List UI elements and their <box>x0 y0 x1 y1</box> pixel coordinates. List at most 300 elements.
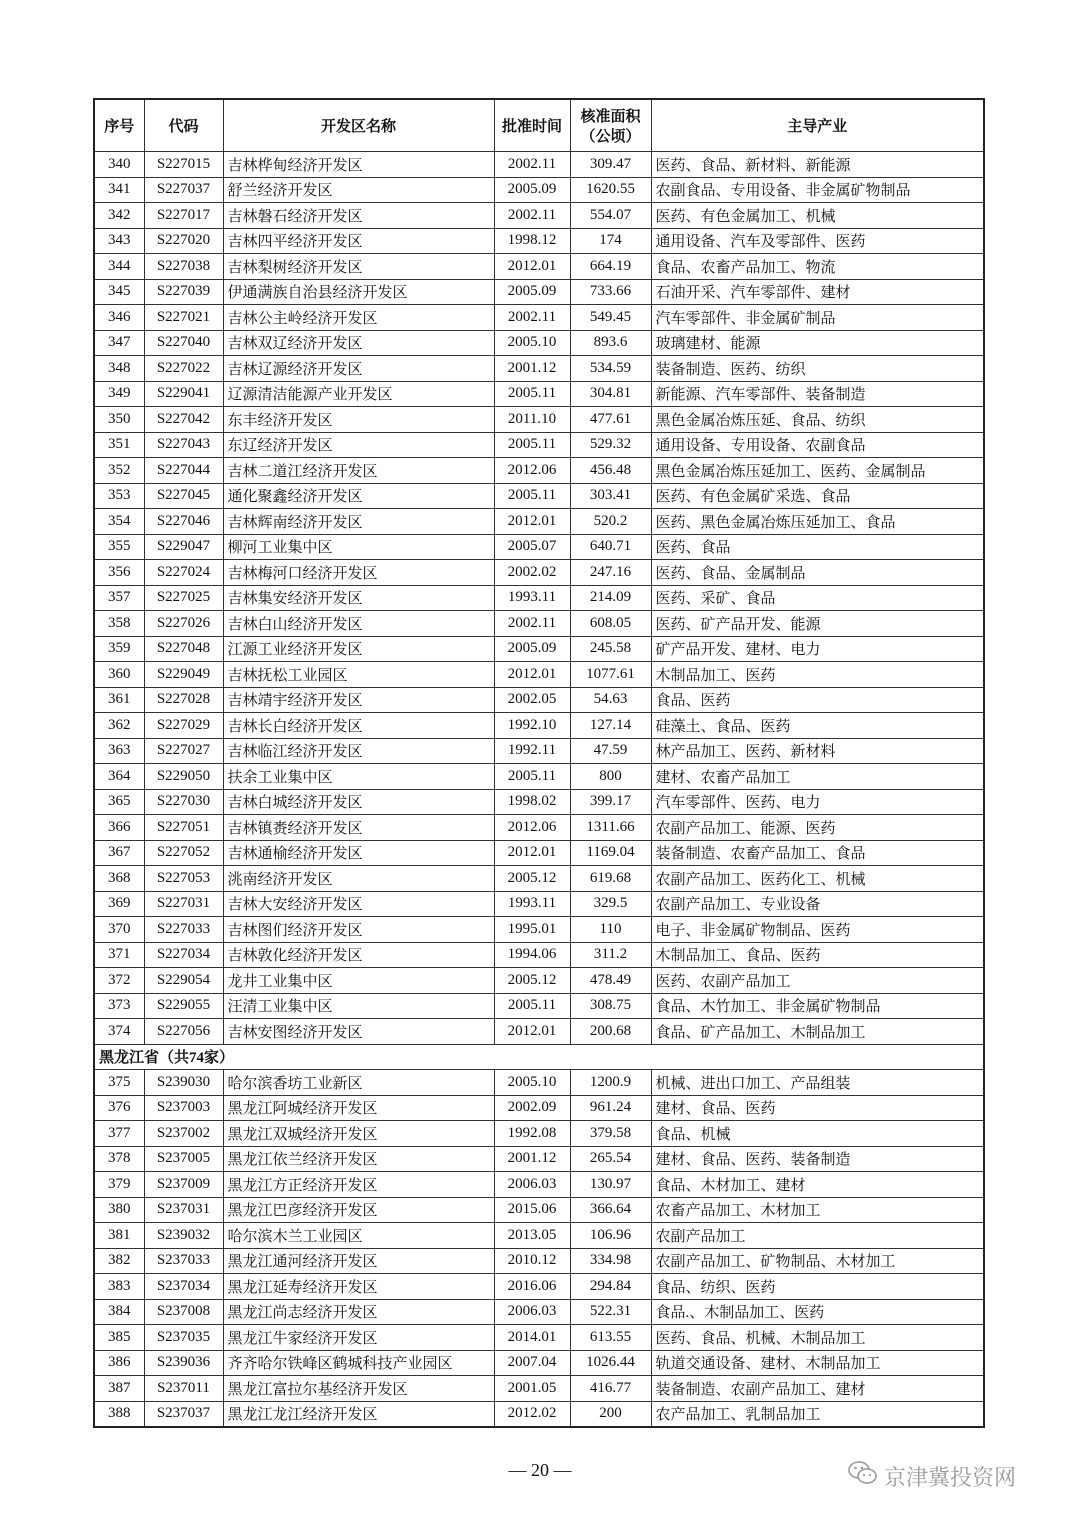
row-code: S227051 <box>144 815 223 841</box>
row-area: 1620.55 <box>570 177 651 203</box>
row-index: 380 <box>94 1197 144 1223</box>
row-industry: 食品、木竹加工、非金属矿物制品 <box>651 993 984 1019</box>
row-approval-date: 2002.11 <box>494 305 570 331</box>
row-zone-name: 东辽经济开发区 <box>223 432 494 458</box>
row-area: 477.61 <box>570 407 651 433</box>
row-zone-name: 辽源清洁能源产业开发区 <box>223 381 494 407</box>
row-approval-date: 1992.11 <box>494 738 570 764</box>
row-zone-name: 扶余工业集中区 <box>223 764 494 790</box>
table-row <box>94 713 984 739</box>
table-row <box>94 1350 984 1376</box>
row-zone-name: 黑龙江通河经济开发区 <box>223 1248 494 1274</box>
row-area: 174 <box>570 228 651 254</box>
row-approval-date: 2005.11 <box>494 381 570 407</box>
row-industry: 建材、食品、医药 <box>651 1095 984 1121</box>
table-row <box>94 738 984 764</box>
row-zone-name: 黑龙江富拉尔基经济开发区 <box>223 1376 494 1402</box>
row-area: 1311.66 <box>570 815 651 841</box>
row-approval-date: 1998.02 <box>494 789 570 815</box>
row-industry: 农副食品、专用设备、非金属矿物制品 <box>651 177 984 203</box>
table-row <box>94 1121 984 1147</box>
row-area: 379.58 <box>570 1121 651 1147</box>
row-index: 355 <box>94 534 144 560</box>
table-row <box>94 381 984 407</box>
row-industry: 电子、非金属矿物制品、医药 <box>651 917 984 943</box>
row-zone-name: 通化聚鑫经济开发区 <box>223 483 494 509</box>
row-index: 351 <box>94 432 144 458</box>
row-industry: 农副产品加工、矿物制品、木材加工 <box>651 1248 984 1274</box>
row-area: 1077.61 <box>570 662 651 688</box>
row-area: 800 <box>570 764 651 790</box>
table-row <box>94 152 984 178</box>
row-industry: 医药、食品、新材料、新能源 <box>651 152 984 178</box>
row-index: 360 <box>94 662 144 688</box>
row-code: S227015 <box>144 152 223 178</box>
row-industry: 木制品加工、食品、医药 <box>651 942 984 968</box>
row-zone-name: 伊通满族自治县经济开发区 <box>223 279 494 305</box>
row-industry: 医药、农副产品加工 <box>651 968 984 994</box>
row-zone-name: 齐齐哈尔铁峰区鹤城科技产业园区 <box>223 1350 494 1376</box>
row-area: 961.24 <box>570 1095 651 1121</box>
row-approval-date: 2005.09 <box>494 279 570 305</box>
row-area: 265.54 <box>570 1146 651 1172</box>
row-industry: 食品、纺织、医药 <box>651 1274 984 1300</box>
row-area: 733.66 <box>570 279 651 305</box>
row-code: S239036 <box>144 1350 223 1376</box>
row-index: 343 <box>94 228 144 254</box>
row-approval-date: 1993.11 <box>494 891 570 917</box>
province-label: 黑龙江省（共74家） <box>94 1044 984 1070</box>
row-index: 365 <box>94 789 144 815</box>
row-approval-date: 2002.09 <box>494 1095 570 1121</box>
table-row <box>94 1019 984 1045</box>
row-approval-date: 2012.01 <box>494 254 570 280</box>
row-index: 381 <box>94 1223 144 1249</box>
row-approval-date: 2005.11 <box>494 432 570 458</box>
row-code: S227028 <box>144 687 223 713</box>
row-code: S227037 <box>144 177 223 203</box>
table-row <box>94 228 984 254</box>
page-number: — 20 — <box>508 1460 572 1480</box>
row-area: 554.07 <box>570 203 651 229</box>
row-area: 294.84 <box>570 1274 651 1300</box>
row-industry: 医药、食品 <box>651 534 984 560</box>
row-index: 341 <box>94 177 144 203</box>
row-code: S227017 <box>144 203 223 229</box>
table-row <box>94 636 984 662</box>
row-code: S229050 <box>144 764 223 790</box>
row-code: S239030 <box>144 1070 223 1096</box>
row-code: S227046 <box>144 509 223 535</box>
row-industry: 机械、进出口加工、产品组装 <box>651 1070 984 1096</box>
table-row <box>94 330 984 356</box>
row-code: S227056 <box>144 1019 223 1045</box>
row-code: S237035 <box>144 1325 223 1351</box>
row-area: 619.68 <box>570 866 651 892</box>
row-approval-date: 2015.06 <box>494 1197 570 1223</box>
row-approval-date: 1998.12 <box>494 228 570 254</box>
row-area: 309.47 <box>570 152 651 178</box>
row-industry: 通用设备、汽车及零部件、医药 <box>651 228 984 254</box>
row-code: S227022 <box>144 356 223 382</box>
row-industry: 装备制造、农畜产品加工、食品 <box>651 840 984 866</box>
row-area: 608.05 <box>570 611 651 637</box>
row-area: 893.6 <box>570 330 651 356</box>
row-index: 347 <box>94 330 144 356</box>
row-area: 456.48 <box>570 458 651 484</box>
row-area: 520.2 <box>570 509 651 535</box>
row-industry: 医药、采矿、食品 <box>651 585 984 611</box>
table-row <box>94 764 984 790</box>
row-code: S227052 <box>144 840 223 866</box>
table-row <box>94 254 984 280</box>
row-index: 375 <box>94 1070 144 1096</box>
row-industry: 汽车零部件、医药、电力 <box>651 789 984 815</box>
table-row <box>94 1299 984 1325</box>
row-code: S229041 <box>144 381 223 407</box>
row-zone-name: 吉林安图经济开发区 <box>223 1019 494 1045</box>
row-index: 388 <box>94 1401 144 1427</box>
row-code: S237008 <box>144 1299 223 1325</box>
row-index: 369 <box>94 891 144 917</box>
row-index: 361 <box>94 687 144 713</box>
table-row <box>94 687 984 713</box>
row-zone-name: 黑龙江延寿经济开发区 <box>223 1274 494 1300</box>
table-row <box>94 203 984 229</box>
table-row <box>94 1172 984 1198</box>
table-row <box>94 968 984 994</box>
table-row <box>94 866 984 892</box>
table-row <box>94 534 984 560</box>
row-approval-date: 2012.01 <box>494 662 570 688</box>
header-area <box>570 99 651 152</box>
row-approval-date: 2005.07 <box>494 534 570 560</box>
row-area: 664.19 <box>570 254 651 280</box>
row-area: 534.59 <box>570 356 651 382</box>
row-zone-name: 洮南经济开发区 <box>223 866 494 892</box>
row-index: 362 <box>94 713 144 739</box>
table-row <box>94 458 984 484</box>
row-zone-name: 江源工业经济开发区 <box>223 636 494 662</box>
row-index: 364 <box>94 764 144 790</box>
row-approval-date: 1992.08 <box>494 1121 570 1147</box>
row-zone-name: 吉林磐石经济开发区 <box>223 203 494 229</box>
row-index: 353 <box>94 483 144 509</box>
row-industry: 医药、矿产品开发、能源 <box>651 611 984 637</box>
table-row <box>94 305 984 331</box>
row-approval-date: 2005.10 <box>494 1070 570 1096</box>
row-area: 247.16 <box>570 560 651 586</box>
row-code: S227030 <box>144 789 223 815</box>
row-area: 640.71 <box>570 534 651 560</box>
row-area: 522.31 <box>570 1299 651 1325</box>
row-approval-date: 2010.12 <box>494 1248 570 1274</box>
row-approval-date: 2005.09 <box>494 636 570 662</box>
row-code: S227029 <box>144 713 223 739</box>
row-approval-date: 2001.12 <box>494 356 570 382</box>
table-row <box>94 942 984 968</box>
row-approval-date: 2012.06 <box>494 458 570 484</box>
row-zone-name: 哈尔滨香坊工业新区 <box>223 1070 494 1096</box>
header-approval-date: 批准时间 <box>494 99 570 152</box>
row-industry: 玻璃建材、能源 <box>651 330 984 356</box>
row-zone-name: 吉林长白经济开发区 <box>223 713 494 739</box>
table-row <box>94 1248 984 1274</box>
row-industry: 黑色金属冶炼压延加工、医药、金属制品 <box>651 458 984 484</box>
row-code: S237009 <box>144 1172 223 1198</box>
table-row <box>94 789 984 815</box>
row-approval-date: 2001.12 <box>494 1146 570 1172</box>
row-approval-date: 2005.11 <box>494 483 570 509</box>
header-code: 代码 <box>144 99 223 152</box>
row-zone-name: 吉林集安经济开发区 <box>223 585 494 611</box>
table-row <box>94 279 984 305</box>
row-approval-date: 2016.06 <box>494 1274 570 1300</box>
row-zone-name: 黑龙江尚志经济开发区 <box>223 1299 494 1325</box>
table-row <box>94 1401 984 1427</box>
table-row <box>94 662 984 688</box>
row-index: 357 <box>94 585 144 611</box>
table-row <box>94 993 984 1019</box>
row-index: 358 <box>94 611 144 637</box>
row-approval-date: 2005.11 <box>494 993 570 1019</box>
row-zone-name: 吉林图们经济开发区 <box>223 917 494 943</box>
row-zone-name: 吉林临江经济开发区 <box>223 738 494 764</box>
row-code: S227044 <box>144 458 223 484</box>
row-code: S237003 <box>144 1095 223 1121</box>
row-code: S227040 <box>144 330 223 356</box>
row-approval-date: 2002.05 <box>494 687 570 713</box>
row-industry: 木制品加工、医药 <box>651 662 984 688</box>
row-industry: 食品、木材加工、建材 <box>651 1172 984 1198</box>
row-index: 371 <box>94 942 144 968</box>
row-approval-date: 2012.01 <box>494 1019 570 1045</box>
table-row <box>94 356 984 382</box>
row-industry: 农副产品加工、医药化工、机械 <box>651 866 984 892</box>
row-area: 308.75 <box>570 993 651 1019</box>
row-index: 372 <box>94 968 144 994</box>
row-index: 368 <box>94 866 144 892</box>
header-index: 序号 <box>94 99 144 152</box>
row-index: 354 <box>94 509 144 535</box>
row-code: S227025 <box>144 585 223 611</box>
row-code: S237033 <box>144 1248 223 1274</box>
row-zone-name: 吉林辽源经济开发区 <box>223 356 494 382</box>
row-code: S229049 <box>144 662 223 688</box>
row-area: 110 <box>570 917 651 943</box>
row-zone-name: 吉林通榆经济开发区 <box>223 840 494 866</box>
row-approval-date: 2012.01 <box>494 509 570 535</box>
row-approval-date: 2002.11 <box>494 203 570 229</box>
province-row <box>94 1044 984 1070</box>
row-index: 359 <box>94 636 144 662</box>
row-industry: 装备制造、农副产品加工、建材 <box>651 1376 984 1402</box>
row-zone-name: 柳河工业集中区 <box>223 534 494 560</box>
table-header-row <box>94 99 984 152</box>
row-area: 1026.44 <box>570 1350 651 1376</box>
row-code: S237031 <box>144 1197 223 1223</box>
row-index: 383 <box>94 1274 144 1300</box>
row-approval-date: 2002.11 <box>494 611 570 637</box>
row-industry: 林产品加工、医药、新材料 <box>651 738 984 764</box>
table-row <box>94 1197 984 1223</box>
row-zone-name: 吉林辉南经济开发区 <box>223 509 494 535</box>
row-approval-date: 2005.12 <box>494 968 570 994</box>
row-index: 379 <box>94 1172 144 1198</box>
wechat-icon <box>848 1460 878 1492</box>
row-index: 387 <box>94 1376 144 1402</box>
row-approval-date: 2002.02 <box>494 560 570 586</box>
row-approval-date: 2006.03 <box>494 1299 570 1325</box>
row-index: 346 <box>94 305 144 331</box>
row-zone-name: 吉林白山经济开发区 <box>223 611 494 637</box>
row-industry: 食品、农畜产品加工、物流 <box>651 254 984 280</box>
row-code: S229047 <box>144 534 223 560</box>
row-code: S237011 <box>144 1376 223 1402</box>
row-zone-name: 黑龙江双城经济开发区 <box>223 1121 494 1147</box>
header-area-line1: 核准面积 <box>580 106 641 125</box>
table-row <box>94 1325 984 1351</box>
row-zone-name: 舒兰经济开发区 <box>223 177 494 203</box>
row-zone-name: 吉林梨树经济开发区 <box>223 254 494 280</box>
row-code: S227031 <box>144 891 223 917</box>
row-industry: 医药、有色金属加工、机械 <box>651 203 984 229</box>
row-zone-name: 黑龙江阿城经济开发区 <box>223 1095 494 1121</box>
row-area: 54.63 <box>570 687 651 713</box>
row-industry: 建材、农畜产品加工 <box>651 764 984 790</box>
row-index: 345 <box>94 279 144 305</box>
row-code: S227024 <box>144 560 223 586</box>
row-approval-date: 2005.09 <box>494 177 570 203</box>
row-zone-name: 黑龙江牛家经济开发区 <box>223 1325 494 1351</box>
row-index: 352 <box>94 458 144 484</box>
row-code: S237037 <box>144 1401 223 1427</box>
row-index: 356 <box>94 560 144 586</box>
row-industry: 食品、矿产品加工、木制品加工 <box>651 1019 984 1045</box>
row-industry: 农副产品加工、专业设备 <box>651 891 984 917</box>
row-approval-date: 2012.02 <box>494 1401 570 1427</box>
row-code: S227045 <box>144 483 223 509</box>
row-code: S227043 <box>144 432 223 458</box>
row-index: 377 <box>94 1121 144 1147</box>
row-industry: 食品、医药 <box>651 687 984 713</box>
row-index: 340 <box>94 152 144 178</box>
row-code: S227038 <box>144 254 223 280</box>
watermark <box>848 1460 1016 1492</box>
row-index: 367 <box>94 840 144 866</box>
row-zone-name: 黑龙江依兰经济开发区 <box>223 1146 494 1172</box>
row-index: 349 <box>94 381 144 407</box>
table-row <box>94 177 984 203</box>
row-industry: 黑色金属冶炼压延、食品、纺织 <box>651 407 984 433</box>
row-industry: 装备制造、医药、纺织 <box>651 356 984 382</box>
row-code: S227021 <box>144 305 223 331</box>
row-code: S237002 <box>144 1121 223 1147</box>
table-row <box>94 509 984 535</box>
row-approval-date: 1992.10 <box>494 713 570 739</box>
row-index: 382 <box>94 1248 144 1274</box>
row-code: S227039 <box>144 279 223 305</box>
row-index: 366 <box>94 815 144 841</box>
row-index: 386 <box>94 1350 144 1376</box>
row-area: 127.14 <box>570 713 651 739</box>
table-row <box>94 585 984 611</box>
row-index: 370 <box>94 917 144 943</box>
row-industry: 汽车零部件、非金属矿制品 <box>651 305 984 331</box>
row-approval-date: 2001.05 <box>494 1376 570 1402</box>
row-area: 106.96 <box>570 1223 651 1249</box>
table-row <box>94 407 984 433</box>
row-area: 399.17 <box>570 789 651 815</box>
row-zone-name: 哈尔滨木兰工业园区 <box>223 1223 494 1249</box>
row-industry: 医药、食品、金属制品 <box>651 560 984 586</box>
row-zone-name: 黑龙江龙江经济开发区 <box>223 1401 494 1427</box>
row-zone-name: 黑龙江方正经济开发区 <box>223 1172 494 1198</box>
table-row <box>94 560 984 586</box>
row-industry: 农副产品加工 <box>651 1223 984 1249</box>
row-zone-name: 汪清工业集中区 <box>223 993 494 1019</box>
table-row <box>94 1070 984 1096</box>
row-zone-name: 吉林抚松工业园区 <box>223 662 494 688</box>
row-code: S237005 <box>144 1146 223 1172</box>
row-approval-date: 2002.11 <box>494 152 570 178</box>
row-index: 376 <box>94 1095 144 1121</box>
row-approval-date: 2012.06 <box>494 815 570 841</box>
row-area: 1200.9 <box>570 1070 651 1096</box>
table-row <box>94 611 984 637</box>
row-industry: 建材、食品、医药、装备制造 <box>651 1146 984 1172</box>
row-approval-date: 2005.11 <box>494 764 570 790</box>
row-area: 613.55 <box>570 1325 651 1351</box>
row-approval-date: 2007.04 <box>494 1350 570 1376</box>
row-index: 348 <box>94 356 144 382</box>
row-area: 304.81 <box>570 381 651 407</box>
development-zone-table <box>93 98 985 1428</box>
row-zone-name: 龙井工业集中区 <box>223 968 494 994</box>
row-index: 373 <box>94 993 144 1019</box>
table-row <box>94 891 984 917</box>
row-code: S227053 <box>144 866 223 892</box>
row-code: S229054 <box>144 968 223 994</box>
row-approval-date: 1994.06 <box>494 942 570 968</box>
row-code: S227027 <box>144 738 223 764</box>
row-area: 200.68 <box>570 1019 651 1045</box>
row-index: 342 <box>94 203 144 229</box>
row-index: 384 <box>94 1299 144 1325</box>
row-approval-date: 2006.03 <box>494 1172 570 1198</box>
row-industry: 食品、机械 <box>651 1121 984 1147</box>
table-row <box>94 483 984 509</box>
row-approval-date: 2005.12 <box>494 866 570 892</box>
row-zone-name: 吉林四平经济开发区 <box>223 228 494 254</box>
row-industry: 矿产品开发、建材、电力 <box>651 636 984 662</box>
row-zone-name: 吉林敦化经济开发区 <box>223 942 494 968</box>
row-approval-date: 2014.01 <box>494 1325 570 1351</box>
table-row <box>94 1376 984 1402</box>
row-zone-name: 吉林靖宇经济开发区 <box>223 687 494 713</box>
row-area: 416.77 <box>570 1376 651 1402</box>
row-area: 130.97 <box>570 1172 651 1198</box>
row-index: 350 <box>94 407 144 433</box>
row-area: 366.64 <box>570 1197 651 1223</box>
header-area-line2: （公顷） <box>580 126 641 145</box>
row-area: 303.41 <box>570 483 651 509</box>
row-zone-name: 吉林大安经济开发区 <box>223 891 494 917</box>
row-code: S227020 <box>144 228 223 254</box>
row-approval-date: 2005.10 <box>494 330 570 356</box>
row-code: S227042 <box>144 407 223 433</box>
row-zone-name: 吉林镇赉经济开发区 <box>223 815 494 841</box>
